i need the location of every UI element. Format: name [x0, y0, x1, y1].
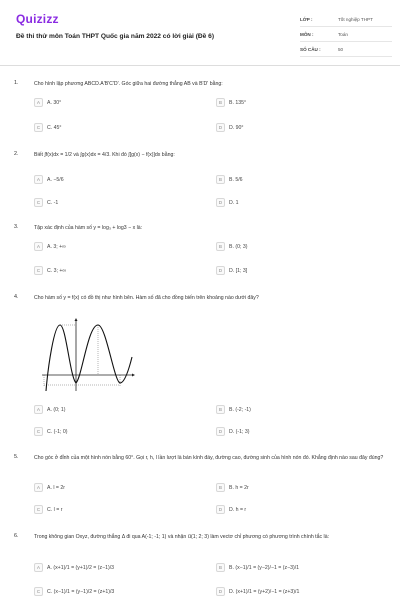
option-letter-box: D — [216, 427, 225, 436]
question-text: Trong không gian Oxyz, đường thẳng Δ đi qua A(-1; -1; 1) và nhận u⃗(1; 2; 3) làm vectơ chỉ phương có phương trình chính tắc là: — [34, 534, 330, 540]
option-d[interactable] — [216, 426, 249, 437]
option-d[interactable] — [216, 586, 299, 597]
option-text: A. l = 2r — [47, 484, 66, 491]
question-2 — [0, 151, 400, 211]
meta-row-count — [300, 42, 392, 57]
meta-value: 50 — [338, 46, 344, 52]
option-d[interactable] — [216, 265, 247, 276]
question-text: Tập xác định của hàm số y = log₃ + log3 − x là: — [34, 225, 143, 231]
option-letter-box: D — [216, 587, 225, 596]
option-text: B. h = 2r — [229, 484, 249, 491]
option-d[interactable] — [216, 197, 239, 208]
option-text: C. -1 — [47, 199, 59, 206]
option-letter-box: A — [34, 483, 43, 492]
option-text: C. 45° — [47, 124, 62, 131]
meta-value: Toán — [338, 31, 348, 37]
option-letter-box: D — [216, 123, 225, 132]
worksheet-header — [0, 0, 400, 66]
option-letter-box: B — [216, 563, 225, 572]
question-5 — [0, 454, 400, 524]
option-a[interactable] — [34, 174, 64, 185]
question-text: Biết ∫f(x)dx = 1/2 và ∫g(x)dx = 4/3. Khi đó ∫[g(x) − f(x)]dx bằng: — [34, 152, 175, 158]
option-text: D. 90° — [229, 124, 244, 131]
option-text: A. (0; 1) — [47, 406, 66, 413]
option-letter-box: C — [34, 198, 43, 207]
option-c[interactable] — [34, 586, 114, 597]
function-graph — [40, 317, 136, 393]
x-axis-arrow — [132, 374, 135, 377]
option-letter-box: D — [216, 505, 225, 514]
option-text: A. (x+1)/1 = (y+1)/2 = (z−1)/3 — [47, 564, 115, 571]
option-b[interactable] — [216, 404, 251, 415]
option-d[interactable] — [216, 122, 243, 133]
option-a[interactable] — [34, 97, 61, 108]
option-c[interactable] — [34, 504, 62, 515]
option-c[interactable] — [34, 122, 61, 133]
option-b[interactable] — [216, 97, 246, 108]
option-text: D. (x+1)/1 = (y+2)/−1 = (z+3)/1 — [229, 588, 300, 595]
option-text: C. (-1; 0) — [47, 428, 68, 435]
worksheet-meta — [300, 12, 392, 57]
question-6 — [0, 533, 400, 600]
option-b[interactable] — [216, 482, 249, 493]
worksheet-title: Đề thi thử môn Toán THPT Quốc gia năm 2022 có lời giải (Đề 6) — [16, 33, 215, 40]
option-letter-box: A — [34, 563, 43, 572]
option-text: C. (x−1)/1 = (y−1)/2 = (z+1)/3 — [47, 588, 115, 595]
option-text: B. (0; 3) — [229, 243, 248, 250]
option-a[interactable] — [34, 562, 114, 573]
option-b[interactable] — [216, 562, 299, 573]
question-1 — [0, 80, 400, 140]
question-text: Cho hình lập phương ABCD.A'B'C'D'. Góc giữa hai đường thẳng AB và B'D' bằng: — [34, 81, 223, 87]
option-letter-box: B — [216, 175, 225, 184]
question-number: 5. — [14, 454, 19, 460]
option-b[interactable] — [216, 174, 243, 185]
option-text: D. h = r — [229, 506, 247, 513]
option-letter-box: C — [34, 123, 43, 132]
meta-label: SỐ CÂU : — [300, 46, 321, 52]
option-text: C. 3; +∞ — [47, 267, 67, 274]
option-c[interactable] — [34, 426, 67, 437]
option-text: A. −5/6 — [47, 176, 64, 183]
meta-row-subject — [300, 27, 392, 42]
option-letter-box: B — [216, 483, 225, 492]
option-text: C. l = r — [47, 506, 63, 513]
question-number: 6. — [14, 533, 19, 539]
question-number: 4. — [14, 294, 19, 300]
y-axis-arrow — [75, 318, 78, 321]
option-letter-box: C — [34, 427, 43, 436]
question-3 — [0, 224, 400, 284]
option-c[interactable] — [34, 265, 66, 276]
option-letter-box: C — [34, 587, 43, 596]
option-letter-box: B — [216, 242, 225, 251]
option-letter-box: B — [216, 405, 225, 414]
option-letter-box: D — [216, 266, 225, 275]
meta-label: MÔN : — [300, 31, 314, 37]
option-text: B. (x−1)/1 = (y−2)/−1 = (z−3)/1 — [229, 564, 300, 571]
option-letter-box: A — [34, 98, 43, 107]
meta-row-class — [300, 12, 392, 27]
option-text: B. (-2; -1) — [229, 406, 251, 413]
meta-value: Tốt nghiệp THPT — [338, 16, 373, 22]
question-text: Cho góc ở đỉnh của một hình nón bằng 60°. Gọi r, h, l lần lượt là bán kính đáy, đường cao, đường sinh của hình nón đó. Khẳng định nào sau đây đúng? — [34, 455, 384, 461]
option-a[interactable] — [34, 241, 66, 252]
option-letter-box: A — [34, 405, 43, 414]
option-b[interactable] — [216, 241, 247, 252]
option-letter-box: B — [216, 98, 225, 107]
question-number: 2. — [14, 151, 19, 157]
option-letter-box: C — [34, 266, 43, 275]
meta-label: LỚP : — [300, 16, 313, 22]
option-letter-box: D — [216, 198, 225, 207]
option-text: D. [1; 3] — [229, 267, 248, 274]
option-letter-box: A — [34, 175, 43, 184]
option-letter-box: C — [34, 505, 43, 514]
question-number: 3. — [14, 224, 19, 230]
option-text: D. 1 — [229, 199, 239, 206]
quizizz-logo: Quizizz — [16, 12, 59, 26]
option-a[interactable] — [34, 404, 65, 415]
option-text: A. 3; +∞ — [47, 243, 66, 250]
question-text: Cho hàm số y = f(x) có đồ thị như hình bên. Hàm số đã cho đồng biến trên khoảng nào dưới đây? — [34, 295, 259, 301]
option-d[interactable] — [216, 504, 246, 515]
question-number: 1. — [14, 80, 19, 86]
option-text: D. (-1; 3) — [229, 428, 250, 435]
option-letter-box: A — [34, 242, 43, 251]
option-text: A. 30° — [47, 99, 62, 106]
function-curve — [46, 325, 132, 391]
option-text: B. 135° — [229, 99, 247, 106]
option-c[interactable] — [34, 197, 58, 208]
option-text: B. 5/6 — [229, 176, 243, 183]
option-a[interactable] — [34, 482, 65, 493]
